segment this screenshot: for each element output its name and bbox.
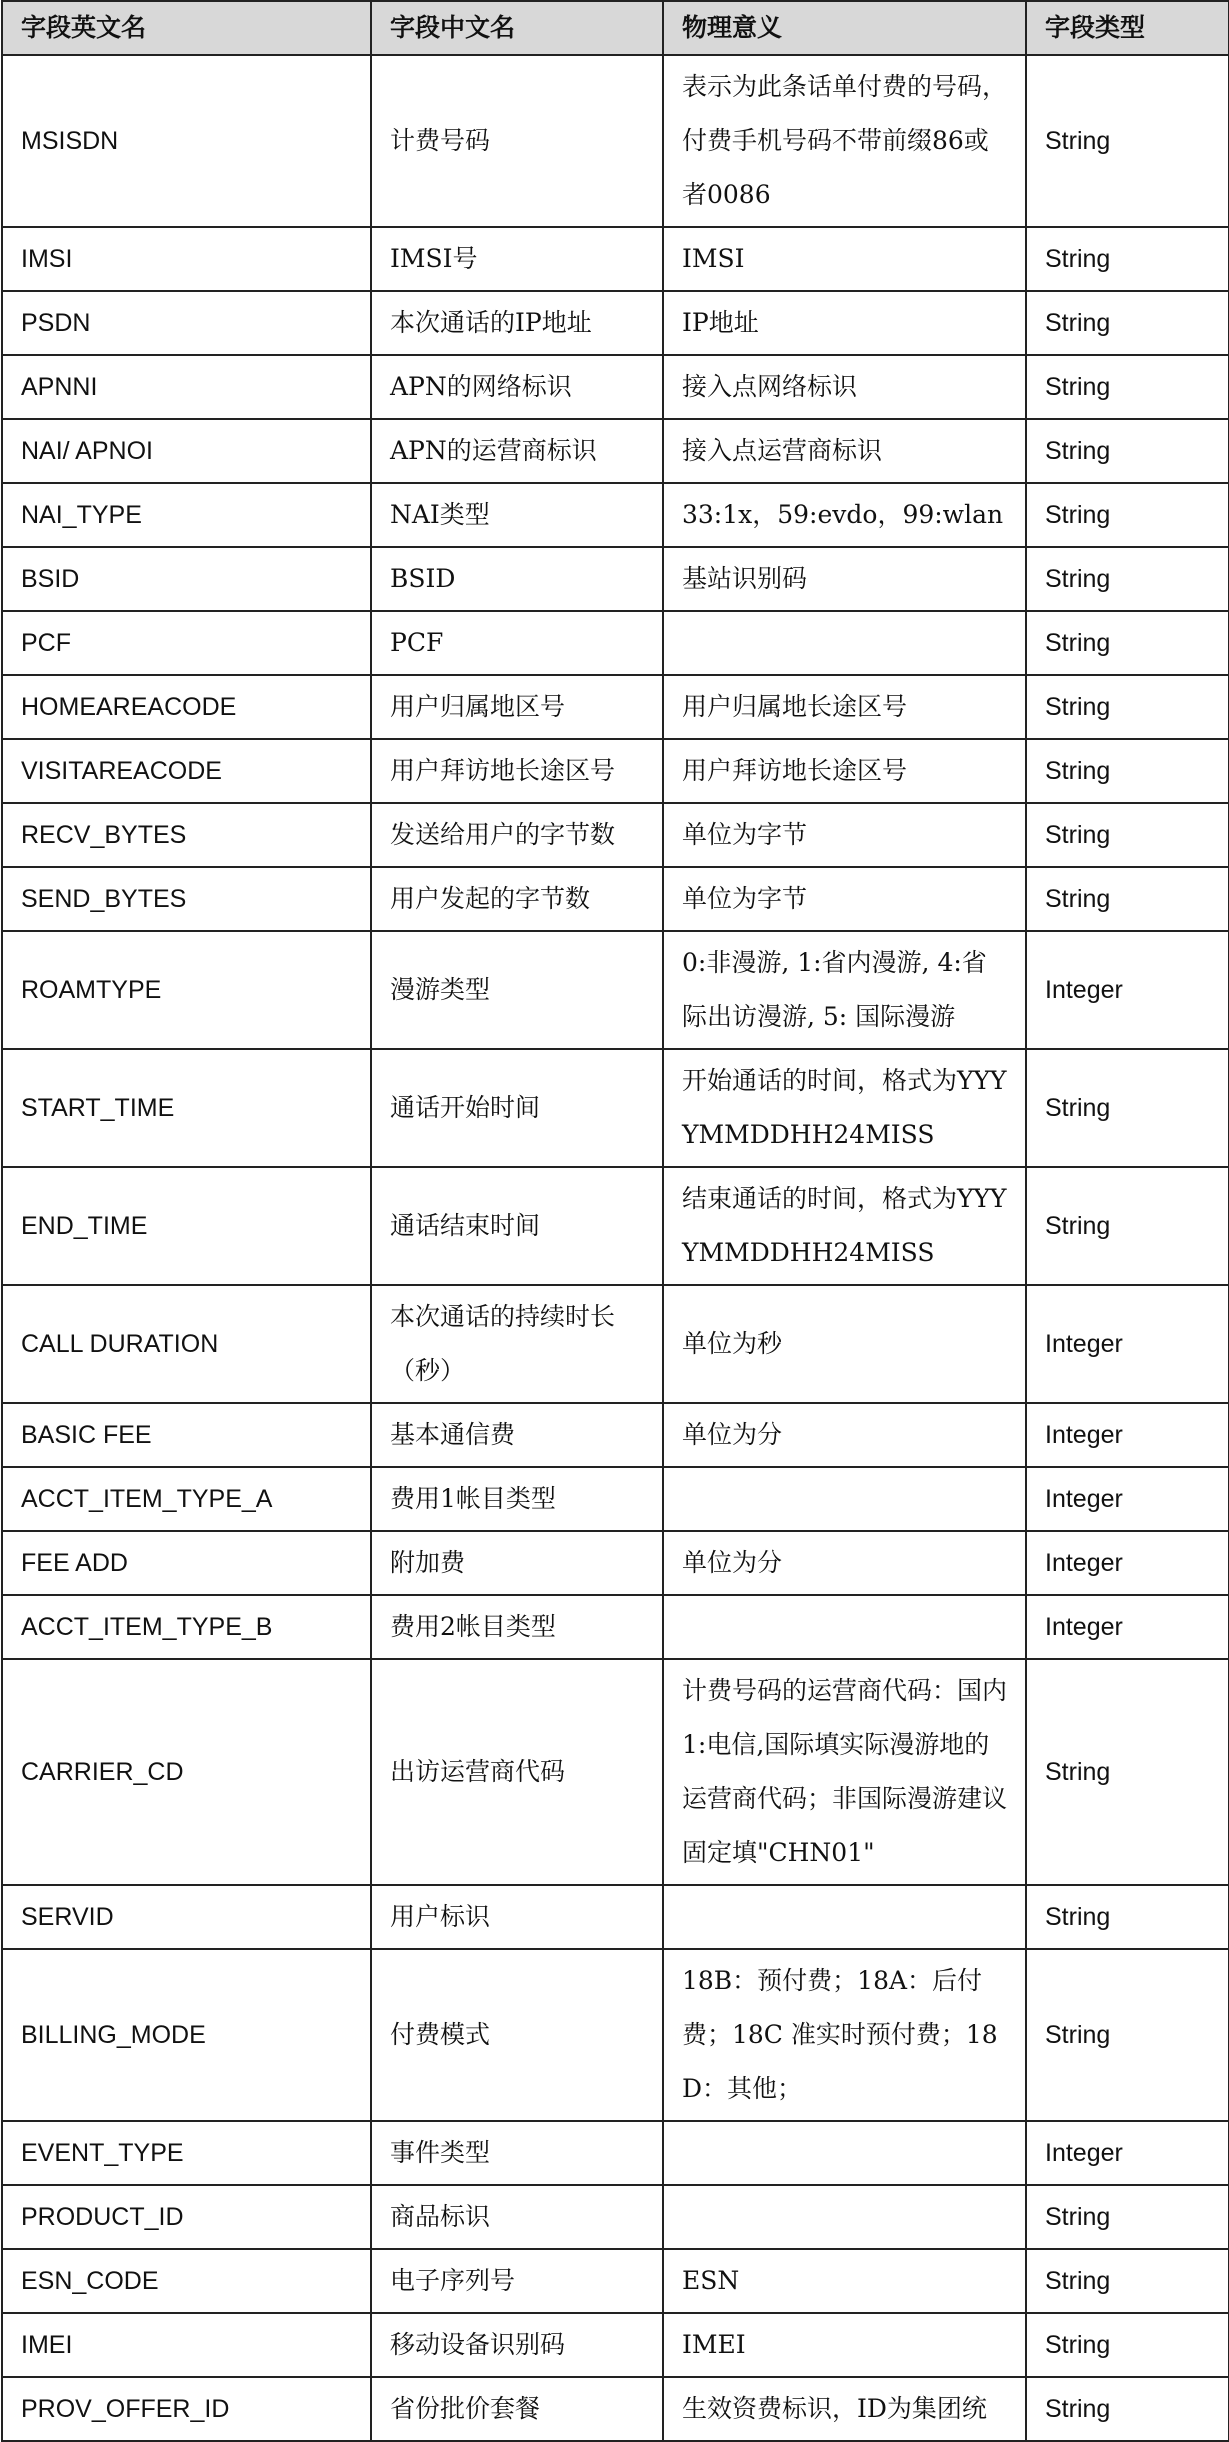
field-physical-meaning: 33:1x，59:evdo，99:wlan — [663, 483, 1026, 547]
field-type: Integer — [1026, 1403, 1229, 1467]
table-row — [2, 803, 1229, 867]
field-type: Integer — [1026, 2121, 1229, 2185]
field-chinese-name: 本次通话的IP地址 — [371, 291, 663, 355]
field-chinese-name: 省份批价套餐 — [371, 2377, 663, 2441]
table-row — [2, 419, 1229, 483]
field-type: String — [1026, 547, 1229, 611]
field-type: String — [1026, 1167, 1229, 1285]
field-type: String — [1026, 355, 1229, 419]
field-type: String — [1026, 291, 1229, 355]
field-type: String — [1026, 1049, 1229, 1167]
field-chinese-name: 电子序列号 — [371, 2249, 663, 2313]
field-physical-meaning: 计费号码的运营商代码：国内 1:电信,国际填实际漫游地的运营商代码；非国际漫游建议固定填"CHN01" — [663, 1659, 1026, 1885]
table-row — [2, 2121, 1229, 2185]
table-row — [2, 1467, 1229, 1531]
field-physical-meaning: 单位为分 — [663, 1403, 1026, 1467]
table-row — [2, 675, 1229, 739]
table-row — [2, 227, 1229, 291]
field-english-name: BASIC FEE — [2, 1403, 371, 1467]
field-chinese-name: NAI类型 — [371, 483, 663, 547]
field-english-name: CALL DURATION — [2, 1285, 371, 1403]
field-english-name: ESN_CODE — [2, 2249, 371, 2313]
field-english-name: RECV_BYTES — [2, 803, 371, 867]
field-chinese-name: 本次通话的持续时长（秒） — [371, 1285, 663, 1403]
field-physical-meaning: 接入点网络标识 — [663, 355, 1026, 419]
table-row — [2, 1531, 1229, 1595]
field-type: String — [1026, 1885, 1229, 1949]
field-english-name: PRODUCT_ID — [2, 2185, 371, 2249]
table-row — [2, 2185, 1229, 2249]
field-chinese-name: 商品标识 — [371, 2185, 663, 2249]
field-english-name: PROV_OFFER_ID — [2, 2377, 371, 2441]
field-type: String — [1026, 2185, 1229, 2249]
field-type: Integer — [1026, 1595, 1229, 1659]
field-physical-meaning: 接入点运营商标识 — [663, 419, 1026, 483]
field-type: String — [1026, 1949, 1229, 2121]
field-chinese-name: 漫游类型 — [371, 931, 663, 1049]
table-row — [2, 611, 1229, 675]
field-chinese-name: 事件类型 — [371, 2121, 663, 2185]
table-row — [2, 355, 1229, 419]
field-chinese-name: APN的运营商标识 — [371, 419, 663, 483]
field-english-name: CARRIER_CD — [2, 1659, 371, 1885]
field-physical-meaning — [663, 2185, 1026, 2249]
field-english-name: BILLING_MODE — [2, 1949, 371, 2121]
field-type: String — [1026, 483, 1229, 547]
field-chinese-name: 用户标识 — [371, 1885, 663, 1949]
table-row — [2, 931, 1229, 1049]
table-body — [2, 55, 1229, 2441]
header-physical-meaning: 物理意义 — [663, 1, 1026, 55]
field-chinese-name: IMSI号 — [371, 227, 663, 291]
field-english-name: ACCT_ITEM_TYPE_A — [2, 1467, 371, 1531]
table-row — [2, 1049, 1229, 1167]
table-row — [2, 1949, 1229, 2121]
field-physical-meaning — [663, 2121, 1026, 2185]
field-english-name: MSISDN — [2, 55, 371, 227]
field-english-name: BSID — [2, 547, 371, 611]
field-physical-meaning: IP地址 — [663, 291, 1026, 355]
field-physical-meaning — [663, 1595, 1026, 1659]
field-type: String — [1026, 803, 1229, 867]
field-physical-meaning: 开始通话的时间，格式为YYYYMMDDHH24MISS — [663, 1049, 1026, 1167]
table-row — [2, 2377, 1229, 2441]
field-physical-meaning: 用户拜访地长途区号 — [663, 739, 1026, 803]
table-row — [2, 291, 1229, 355]
field-chinese-name: PCF — [371, 611, 663, 675]
header-chinese-name: 字段中文名 — [371, 1, 663, 55]
field-physical-meaning: 单位为字节 — [663, 803, 1026, 867]
field-english-name: START_TIME — [2, 1049, 371, 1167]
field-chinese-name: 付费模式 — [371, 1949, 663, 2121]
field-english-name: VISITAREACODE — [2, 739, 371, 803]
field-english-name: FEE ADD — [2, 1531, 371, 1595]
field-type: String — [1026, 2249, 1229, 2313]
field-physical-meaning: IMSI — [663, 227, 1026, 291]
field-type: String — [1026, 227, 1229, 291]
header-row — [2, 1, 1229, 55]
table-row — [2, 2313, 1229, 2377]
field-chinese-name: 用户拜访地长途区号 — [371, 739, 663, 803]
field-english-name: PSDN — [2, 291, 371, 355]
field-chinese-name: 费用1帐目类型 — [371, 1467, 663, 1531]
field-chinese-name: 出访运营商代码 — [371, 1659, 663, 1885]
field-physical-meaning: 18B：预付费；18A：后付费；18C 准实时预付费；18D：其他； — [663, 1949, 1026, 2121]
field-english-name: HOMEAREACODE — [2, 675, 371, 739]
field-english-name: END_TIME — [2, 1167, 371, 1285]
field-english-name: NAI_TYPE — [2, 483, 371, 547]
field-english-name: PCF — [2, 611, 371, 675]
field-physical-meaning: 单位为秒 — [663, 1285, 1026, 1403]
field-physical-meaning — [663, 611, 1026, 675]
field-english-name: SERVID — [2, 1885, 371, 1949]
field-chinese-name: 费用2帐目类型 — [371, 1595, 663, 1659]
field-physical-meaning: 用户归属地长途区号 — [663, 675, 1026, 739]
field-type: String — [1026, 2313, 1229, 2377]
field-physical-meaning: 基站识别码 — [663, 547, 1026, 611]
field-physical-meaning: 结束通话的时间，格式为YYYYMMDDHH24MISS — [663, 1167, 1026, 1285]
field-english-name: NAI/ APNOI — [2, 419, 371, 483]
table-row — [2, 1595, 1229, 1659]
table-header — [2, 1, 1229, 55]
field-english-name: EVENT_TYPE — [2, 2121, 371, 2185]
field-chinese-name: 通话开始时间 — [371, 1049, 663, 1167]
field-type: String — [1026, 611, 1229, 675]
field-chinese-name: BSID — [371, 547, 663, 611]
field-english-name: IMEI — [2, 2313, 371, 2377]
field-physical-meaning: ESN — [663, 2249, 1026, 2313]
table-row — [2, 1167, 1229, 1285]
field-chinese-name: 用户发起的字节数 — [371, 867, 663, 931]
field-physical-meaning: 表示为此条话单付费的号码，付费手机号码不带前缀86或者0086 — [663, 55, 1026, 227]
field-type: String — [1026, 2377, 1229, 2441]
field-type: String — [1026, 419, 1229, 483]
field-physical-meaning: 0:非漫游, 1:省内漫游, 4:省际出访漫游, 5: 国际漫游 — [663, 931, 1026, 1049]
field-chinese-name: 附加费 — [371, 1531, 663, 1595]
header-field-type: 字段类型 — [1026, 1, 1229, 55]
field-english-name: ROAMTYPE — [2, 931, 371, 1049]
field-type: String — [1026, 1659, 1229, 1885]
field-english-name: APNNI — [2, 355, 371, 419]
field-physical-meaning — [663, 1885, 1026, 1949]
table-row — [2, 483, 1229, 547]
field-chinese-name: 移动设备识别码 — [371, 2313, 663, 2377]
field-chinese-name: 用户归属地区号 — [371, 675, 663, 739]
field-english-name: SEND_BYTES — [2, 867, 371, 931]
table-row — [2, 1885, 1229, 1949]
field-chinese-name: APN的网络标识 — [371, 355, 663, 419]
field-type: Integer — [1026, 1531, 1229, 1595]
header-english-name: 字段英文名 — [2, 1, 371, 55]
field-definition-table — [1, 0, 1229, 2442]
field-type: String — [1026, 739, 1229, 803]
field-physical-meaning: 生效资费标识，ID为集团统 — [663, 2377, 1026, 2441]
table-row — [2, 1403, 1229, 1467]
field-chinese-name: 基本通信费 — [371, 1403, 663, 1467]
table-row — [2, 739, 1229, 803]
field-type: Integer — [1026, 1467, 1229, 1531]
field-chinese-name: 计费号码 — [371, 55, 663, 227]
field-physical-meaning — [663, 1467, 1026, 1531]
field-english-name: IMSI — [2, 227, 371, 291]
field-type: Integer — [1026, 931, 1229, 1049]
table-row — [2, 1659, 1229, 1885]
table-row — [2, 547, 1229, 611]
field-type: String — [1026, 675, 1229, 739]
field-type: Integer — [1026, 1285, 1229, 1403]
table-row — [2, 867, 1229, 931]
field-type: String — [1026, 55, 1229, 227]
field-physical-meaning: 单位为分 — [663, 1531, 1026, 1595]
field-chinese-name: 发送给用户的字节数 — [371, 803, 663, 867]
field-type: String — [1026, 867, 1229, 931]
field-chinese-name: 通话结束时间 — [371, 1167, 663, 1285]
field-physical-meaning: 单位为字节 — [663, 867, 1026, 931]
field-physical-meaning: IMEI — [663, 2313, 1026, 2377]
field-english-name: ACCT_ITEM_TYPE_B — [2, 1595, 371, 1659]
table-row — [2, 55, 1229, 227]
table-row — [2, 2249, 1229, 2313]
table-row — [2, 1285, 1229, 1403]
